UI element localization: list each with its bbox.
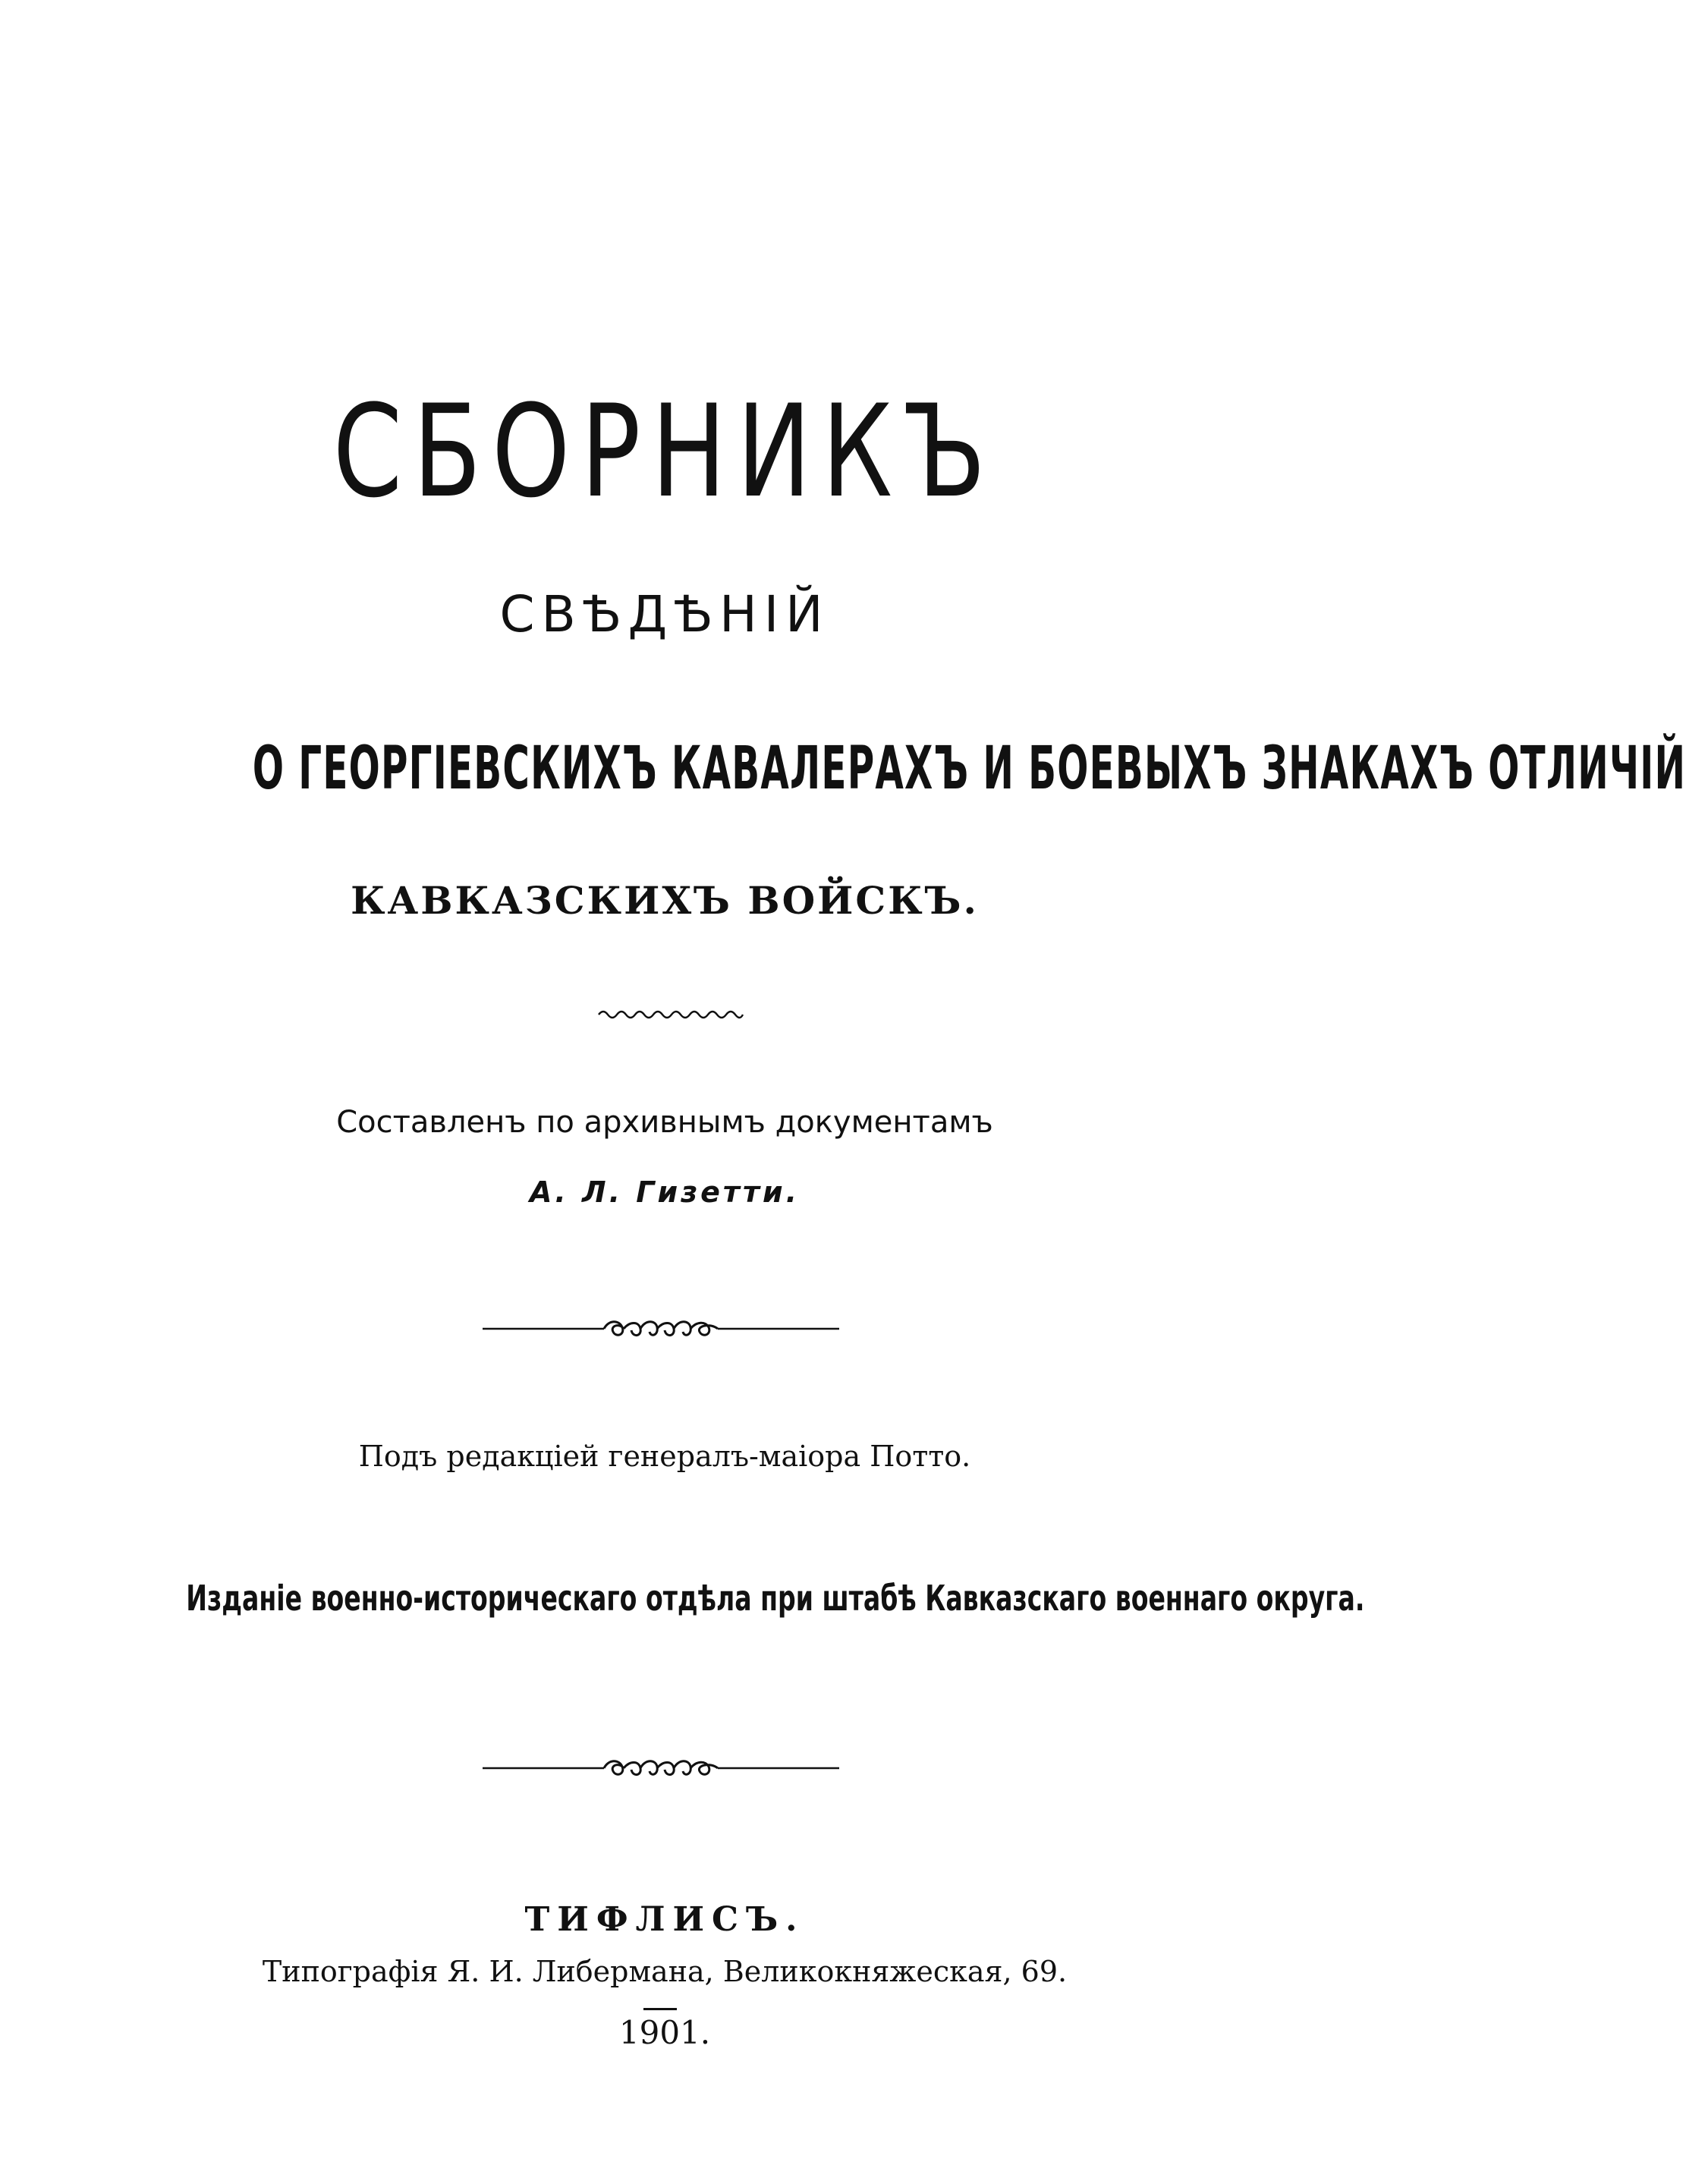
compiled-note: Составленъ по архивнымъ документамъ [336,1105,993,1140]
subtitle: СВѢДѢНІЙ [499,585,830,644]
author-name: А. Л. Гизетти. [529,1175,801,1209]
publisher-note: Изданіе военно-историческаго отдѣла при штабѣ Кавказскаго военнаго округа. [186,1578,1365,1619]
region-line: КАВКАЗСКИХЪ ВОЙСКЪ. [351,878,979,923]
editor-note: Подъ редакціей генералъ-маіора Потто. [358,1440,971,1473]
wavy-rule-icon [597,1006,744,1023]
scroll-ornament-icon [483,1315,839,1342]
city-name: ТИФЛИСЪ. [524,1900,805,1939]
press-name: Типографія Я. И. Либермана, Великокняжеская, 69. [262,1955,1068,1988]
publication-year: 1901. [618,2014,711,2051]
year-rule [643,2008,677,2010]
book-title: СБОРНИКЪ [332,377,997,526]
main-heading: О ГЕОРГІЕВСКИХЪ КАВАЛЕРАХЪ И БОЕВЫХЪ ЗНАКАХЪ ОТЛИЧІЙ [252,735,1686,803]
scroll-ornament-icon [483,1754,839,1782]
